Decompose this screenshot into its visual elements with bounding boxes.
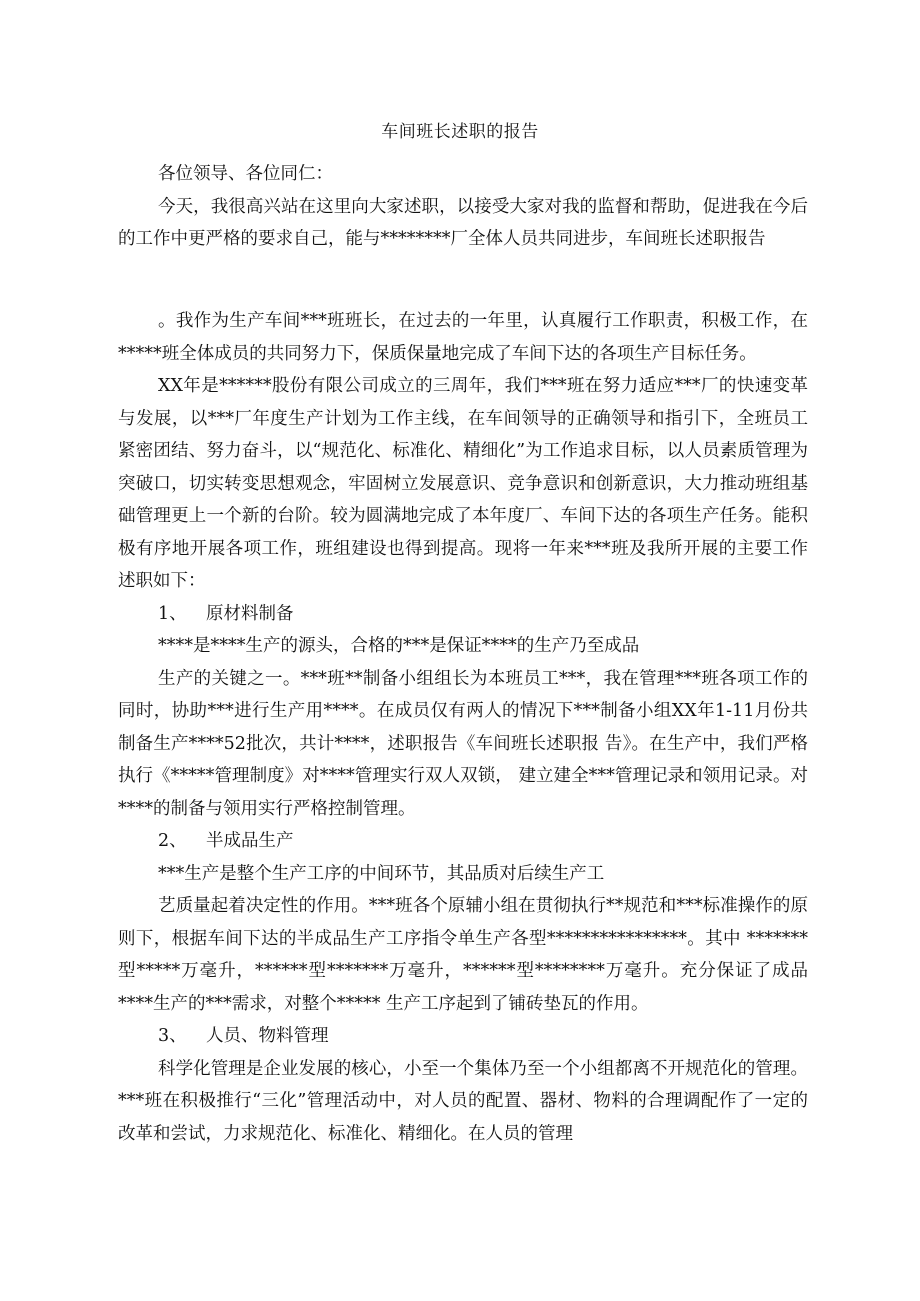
section-title: 原材料制备 — [206, 603, 294, 624]
intro-paragraph: 今天，我很高兴站在这里向大家述职，以接受大家对我的监督和帮助，促进我在今后的工作中更严格的要求自己，能与********厂全体人员共同进步，车间班长述职报告 — [118, 196, 808, 249]
section-2-lead: ***生产是整个生产工序的中间环节，其品质对后续生产工 — [158, 863, 605, 884]
section-number: 2、 — [158, 831, 187, 851]
section-heading-3 — [118, 1020, 808, 1053]
section-number: 3、 — [158, 1026, 187, 1046]
section-title: 半成品生产 — [206, 831, 294, 851]
paragraph-2: XX年是******股份有限公司成立的三周年，我们***班在努力适应***厂的快速变革与发展，以***厂年度生产计划为工作主线，在车间领导的正确领导和指引下，全班员工紧密团结、努力奋斗，以“规范化、标准化、精细化”为工作追求目标，以人员素质管理为突破口，切实转变思想观念，牢固树立发展意识、竞争意识和创新意识，大力推动班组基础管理更上一个新的台阶。较为圆满地完成了本年度厂、车间下达的各项生产任务。能积极有序地开展各项工作，班组建设也得到提高。现将一年来***班及我所开展的主要工作述职如下： — [118, 376, 808, 591]
document-body — [118, 158, 808, 256]
section-heading-2 — [118, 825, 808, 858]
section-1-body: 生产的关键之一。***班**制备小组组长为本班员工***，我在管理***班各项工作的同时，协助***进行生产用****。在成员仅有两人的情况下***制备小组XX年1-11月份共制备生产****52批次，共计****，述职报告《车间班长述职报 告》。在生产中，我们严格执行《*****管理制度》对****管理实行双人双锁， 建立建全***管理记录和领用记录。对****的制备与领用实行严格控制管理。 — [118, 668, 808, 819]
section-number: 1、 — [158, 603, 187, 624]
salutation: 各位领导、各位同仁： — [158, 164, 333, 184]
main-body — [118, 305, 808, 1150]
section-3-body: 科学化管理是企业发展的核心，小至一个集体乃至一个小组都离不开规范化的管理。***班在积极推行“三化”管理活动中，对人员的配置、器材、物料的合理调配作了一定的改革和尝试，力求规范化、标准化、精细化。在人员的管理 — [118, 1058, 808, 1144]
section-2-body: 艺质量起着决定性的作用。***班各个原辅小组在贯彻执行**规范和***标准操作的原则下，根据车间下达的半成品生产工序指令单生产各型****************。其中 *******型*****万毫升，******型*******万毫升，******型********万毫升。充分保证了成品****生产的***需求，对整个***** 生产工序起到了铺砖垫瓦的作用。 — [118, 896, 808, 1014]
paragraph-1: 。我作为生产车间***班班长，在过去的一年里，认真履行工作职责，积极工作，在*****班全体成员的共同努力下，保质保量地完成了车间下达的各项生产目标任务。 — [118, 311, 808, 364]
section-1-lead: ****是****生产的源头，合格的***是保证****的生产乃至成品 — [158, 636, 640, 656]
section-title: 人员、物料管理 — [206, 1026, 329, 1046]
document-title: 车间班长述职的报告 — [381, 122, 539, 142]
section-heading-1 — [118, 598, 808, 631]
